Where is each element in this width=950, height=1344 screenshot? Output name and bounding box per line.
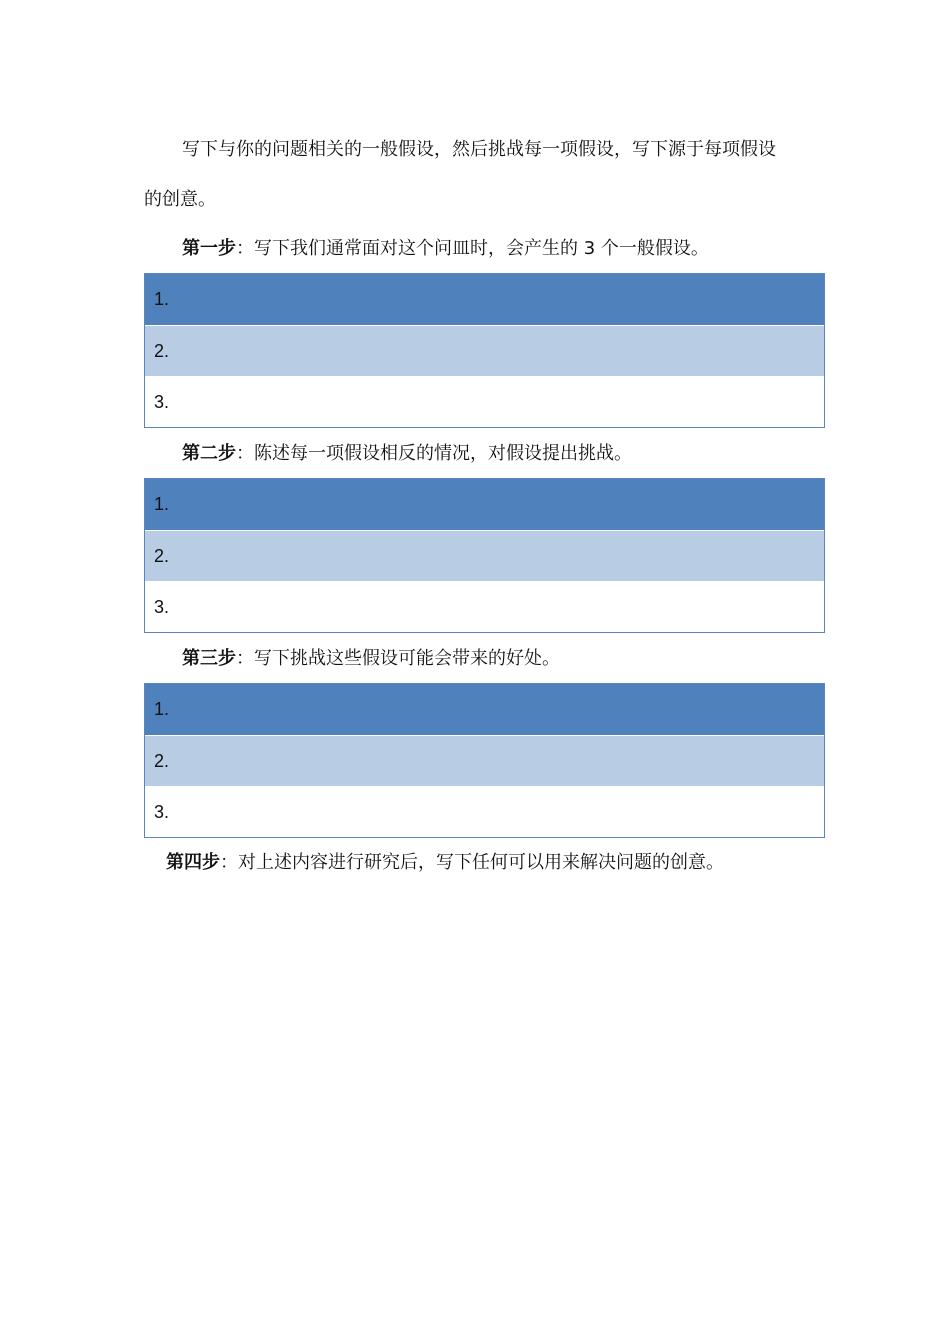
step-1-text: ：写下我们通常面对这个问皿时，会产生的 3 个一般假设。 bbox=[236, 238, 709, 259]
table-row[interactable] bbox=[145, 530, 824, 581]
step-3-table bbox=[144, 683, 825, 838]
row-number: 3. bbox=[154, 596, 170, 617]
table-row[interactable] bbox=[145, 581, 824, 632]
row-number: 1. bbox=[154, 289, 170, 309]
step-3-label: 第三步 bbox=[182, 648, 236, 669]
table-row[interactable] bbox=[145, 684, 824, 735]
step-4-heading bbox=[166, 850, 724, 876]
step-3-heading bbox=[182, 646, 560, 672]
step-4-label: 第四步 bbox=[166, 852, 220, 873]
row-number: 2. bbox=[154, 340, 170, 361]
row-number: 3. bbox=[154, 391, 170, 412]
intro-paragraph-line-2: 的创意。 bbox=[144, 189, 216, 210]
table-row[interactable] bbox=[145, 786, 824, 837]
step-1-table bbox=[144, 273, 825, 428]
step-1-heading bbox=[182, 236, 709, 262]
table-row[interactable] bbox=[145, 274, 824, 325]
table-row[interactable] bbox=[145, 376, 824, 427]
step-2-table bbox=[144, 478, 825, 633]
table-row[interactable] bbox=[145, 479, 824, 530]
step-2-label: 第二步 bbox=[182, 443, 236, 464]
row-number: 2. bbox=[154, 545, 170, 566]
row-number: 2. bbox=[154, 750, 170, 771]
table-row[interactable] bbox=[145, 735, 824, 786]
step-4-text: ：对上述内容进行研究后，写下任何可以用来解决问题的创意。 bbox=[220, 852, 724, 873]
row-number: 1. bbox=[154, 494, 170, 514]
row-number: 3. bbox=[154, 801, 170, 822]
step-1-label: 第一步 bbox=[182, 238, 236, 259]
step-2-text: ：陈述每一项假设相反的情况，对假设提出挑战。 bbox=[236, 443, 632, 464]
row-number: 1. bbox=[154, 699, 170, 719]
table-row[interactable] bbox=[145, 325, 824, 376]
step-2-heading bbox=[182, 441, 632, 467]
intro-paragraph-line-1: 写下与你的问题相关的一般假设，然后挑战每一项假设，写下源于每项假设 bbox=[182, 139, 776, 160]
step-3-text: ：写下挑战这些假设可能会带来的好处。 bbox=[236, 648, 560, 669]
